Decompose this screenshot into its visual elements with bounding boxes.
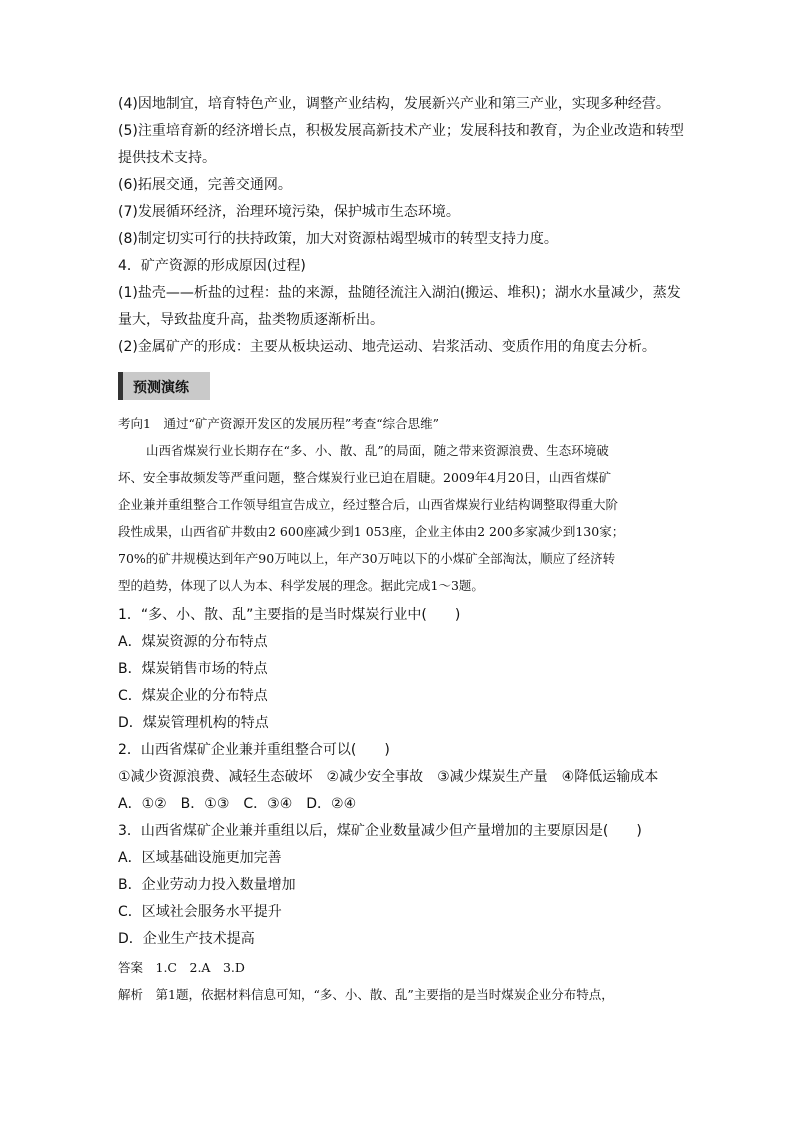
question-1-option-d: D．煤炭管理机构的特点 <box>118 715 269 731</box>
passage-line: 型的趋势，体现了以人为本、科学发展的理念。据此完成1～3题。 <box>118 578 484 593</box>
section-heading-label: 预测演练 <box>133 380 189 396</box>
question-1-option-a: A．煤炭资源的分布特点 <box>118 634 268 650</box>
section-heading <box>118 372 210 400</box>
analysis-line: 解析 第1题，依据材料信息可知，“多、小、散、乱”主要指的是当时煤炭企业分布特点， <box>118 987 614 1002</box>
text-line: (1)盐壳——析盐的过程：盐的来源，盐随径流注入湖泊(搬运、堆积)；湖水水量减少，蒸发 <box>118 285 681 301</box>
question-3-option-d: D．企业生产技术提高 <box>118 931 255 947</box>
question-2-options: A．①② B．①③ C．③④ D．②④ <box>118 796 357 812</box>
passage-line: 70%的矿井规模达到年产90万吨以上，年产30万吨以下的小煤矿全部淘汰，顺应了经济转 <box>118 551 616 566</box>
question-2-items: ①减少资源浪费、减轻生态破坏 ②减少安全事故 ③减少煤炭生产量 ④降低运输成本 <box>118 769 659 785</box>
text-line: (8)制定切实可行的扶持政策，加大对资源枯竭型城市的转型支持力度。 <box>118 231 558 247</box>
kaoxiang-line: 考向1 通过“矿产资源开发区的发展历程”考查“综合思维” <box>118 416 440 431</box>
question-3-option-c: C．区域社会服务水平提升 <box>118 904 282 920</box>
text-line: 提供技术支持。 <box>118 150 216 166</box>
text-line: 量大，导致盐度升高，盐类物质逐渐析出。 <box>118 312 384 328</box>
question-1-option-b: B．煤炭销售市场的特点 <box>118 661 268 677</box>
passage-line: 山西省煤炭行业长期存在“多、小、散、乱”的局面，随之带来资源浪费、生态环境破 <box>146 443 609 458</box>
text-line: (4)因地制宜，培育特色产业，调整产业结构，发展新兴产业和第三产业，实现多种经营。 <box>118 96 670 112</box>
question-2-stem: 2．山西省煤矿企业兼并重组整合可以( ) <box>118 742 390 758</box>
answer-line: 答案 1.C 2.A 3.D <box>118 960 245 975</box>
section-title: 4．矿产资源的形成原因(过程) <box>118 258 306 274</box>
question-1-option-c: C．煤炭企业的分布特点 <box>118 688 268 704</box>
question-3-option-b: B．企业劳动力投入数量增加 <box>118 877 296 893</box>
question-3-option-a: A．区域基础设施更加完善 <box>118 850 282 866</box>
passage-line: 坏、安全事故频发等严重问题，整合煤炭行业已迫在眉睫。2009年4月20日，山西省煤矿 <box>118 470 612 485</box>
text-line: (6)拓展交通，完善交通网。 <box>118 177 292 193</box>
question-1-stem: 1．“多、小、散、乱”主要指的是当时煤炭行业中( ) <box>118 607 461 623</box>
text-line: (2)金属矿产的形成：主要从板块运动、地壳运动、岩浆活动、变质作用的角度去分析。 <box>118 339 656 355</box>
passage-line: 段性成果，山西省矿井数由2 600座减少到1 053座，企业主体由2 200多家减少到130家； <box>118 524 625 539</box>
text-line: (5)注重培育新的经济增长点，积极发展高新技术产业；发展科技和教育，为企业改造和转型 <box>118 123 684 139</box>
text-line: (7)发展循环经济，治理环境污染，保护城市生态环境。 <box>118 204 460 220</box>
passage-line: 企业兼并重组整合工作领导组宣告成立，经过整合后，山西省煤炭行业结构调整取得重大阶 <box>118 497 619 512</box>
question-3-stem: 3．山西省煤矿企业兼并重组以后，煤矿企业数量减少但产量增加的主要原因是( ) <box>118 823 642 839</box>
